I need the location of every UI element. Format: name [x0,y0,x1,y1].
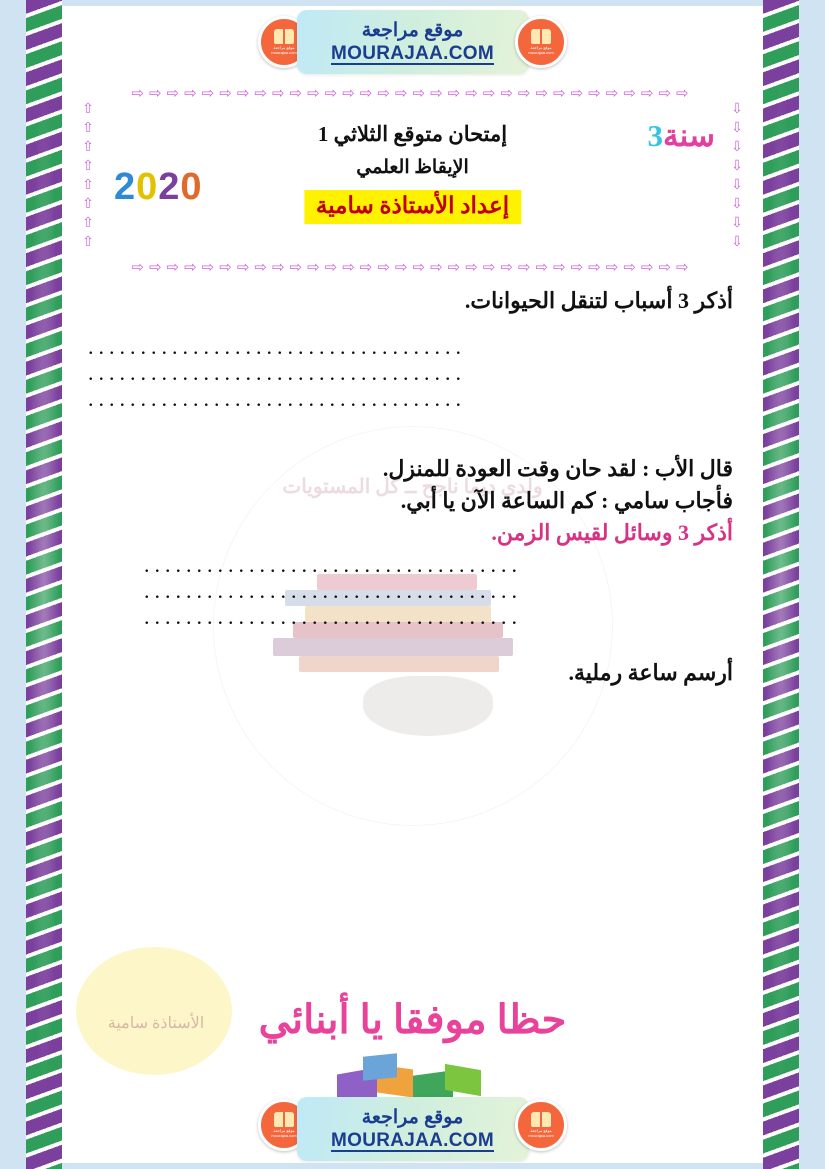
watermark-text: ولدي ديما ناجح ــ كل المستويات [282,476,543,498]
branding-bar-top [62,6,763,78]
exam-title: إمتحان متوقع الثلاثي 1 [317,122,508,146]
block-cube [363,1053,397,1081]
exam-header-inner [102,104,723,256]
spacer [88,320,737,334]
grade-label-number: 3 [647,118,664,153]
question-3-text: أرسم ساعة رملية. [568,660,733,685]
mourajaa-logo-icon-left [258,16,310,68]
teacher-signature: الأستاذة سامية [107,1015,205,1032]
question-2-text: أذكر 3 وسائل لقيس الزمن. [491,520,733,545]
arrow-border-right: ⇩ ⇩ ⇩ ⇩ ⇩ ⇩ ⇩ ⇩ [731,101,743,250]
page-margin-right [799,0,825,1169]
question-3-block [88,660,737,686]
mourajaa-logo-icon-left-bottom [258,1099,310,1151]
page-margin-left [0,0,26,1169]
year-digit-1: 2 [114,166,137,208]
brand-name-english-bottom: MOURAJAA.COM [331,1129,494,1151]
logo-caption: موقع مراجعة mourajaa.com [528,1128,554,1138]
logo-caption: موقع مراجعة mourajaa.com [528,45,554,55]
answer-line-5[interactable]: .................................... [144,578,522,603]
year-digit-3: 2 [158,166,181,208]
answer-line-3[interactable]: .................................... [88,386,466,411]
worksheet-sheet [62,6,763,1163]
brand-name-arabic: موقع مراجعة [361,19,464,41]
good-luck-message: حظا موفقا يا أبنائي [258,997,567,1042]
grade-label-arabic: سنة [663,118,715,153]
brand-name-arabic-bottom: موقع مراجعة [361,1106,464,1128]
answer-line-2[interactable]: .................................... [88,360,466,385]
question-1-text: أذكر 3 أسباب لتنقل الحيوانات. [464,288,733,313]
dialogue-father-text: قال الأب : لقد حان وقت العودة للمنزل. [382,456,733,481]
branding-pill-top [297,10,529,74]
book-glyph-icon [531,29,551,44]
brand-name-english: MOURAJAA.COM [331,42,494,64]
answer-line-6[interactable]: .................................... [144,604,522,629]
arrow-border-top: ⇨⇨⇨⇨⇨⇨⇨⇨⇨⇨⇨⇨⇨⇨⇨⇨⇨⇨⇨⇨⇨⇨⇨⇨⇨⇨⇨⇨⇨⇨⇨⇨ [131,84,694,102]
year-digit-2: 0 [136,166,159,208]
mourajaa-logo-icon-right [515,16,567,68]
exam-subject: الإيقاظ العلمي [356,157,469,178]
decorative-rope-border-left [26,0,62,1169]
arrow-border-left: ⇧ ⇧ ⇧ ⇧ ⇧ ⇧ ⇧ ⇧ [82,101,94,250]
teacher-credit-badge: إعداد الأستاذة سامية [304,190,521,224]
arrow-border-bottom: ⇨⇨⇨⇨⇨⇨⇨⇨⇨⇨⇨⇨⇨⇨⇨⇨⇨⇨⇨⇨⇨⇨⇨⇨⇨⇨⇨⇨⇨⇨⇨⇨ [131,258,694,276]
question-1-block [88,288,737,412]
building-blocks-decoration [333,1053,493,1109]
book-glyph-icon [531,1112,551,1127]
page-margin-bottom [0,1163,825,1169]
year-digit-4: 0 [180,166,203,208]
logo-caption: موقع مراجعة mourajaa.com [271,1128,297,1138]
book-glyph-icon [274,29,294,44]
exam-year [114,166,203,209]
worksheet-content [88,288,737,692]
answer-line-4[interactable]: .................................... [144,552,522,577]
decorative-rope-border-right [763,0,799,1169]
answer-line-1[interactable]: .................................... [88,334,466,359]
question-2-block [88,456,737,630]
spacer [88,416,737,456]
dialogue-sami-text: فأجاب سامي : كم الساعة الآن يا أبي. [400,488,733,513]
logo-caption: موقع مراجعة mourajaa.com [271,45,297,55]
book-glyph-icon [274,1112,294,1127]
spacer [88,634,737,660]
exam-header-box [80,84,745,276]
mourajaa-logo-icon-right-bottom [515,1099,567,1151]
